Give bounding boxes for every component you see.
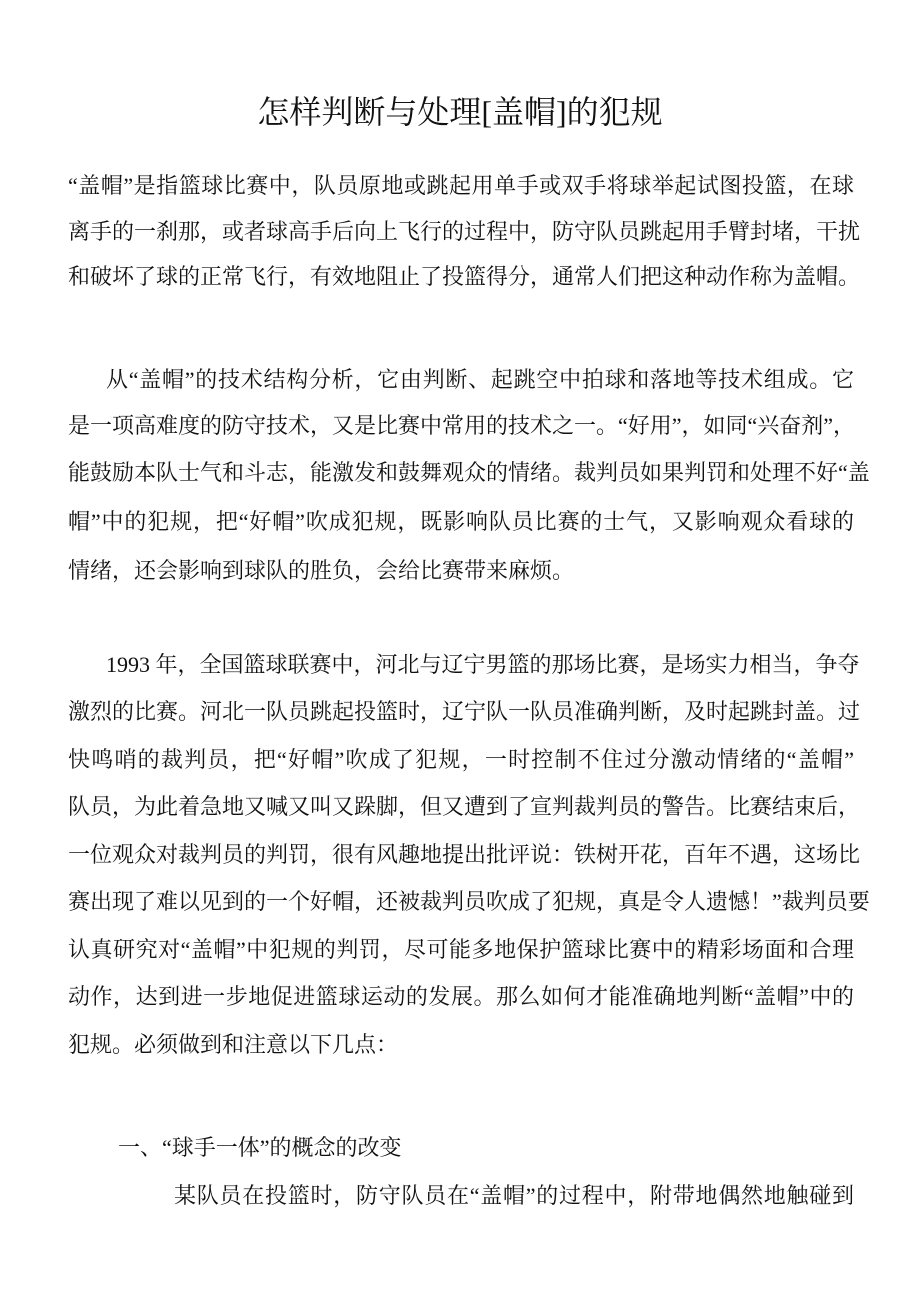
paragraph-line: 队员，为此着急地又喊又叫又跺脚，但又遭到了宣判裁判员的警告。比赛结束后，	[68, 794, 861, 819]
paragraph-line: 快鸣哨的裁判员，把“好帽”吹成了犯规，一时控制不住过分激动情绪的“盖帽”	[68, 747, 854, 772]
paragraph-line: 某队员在投篮时，防守队员在“盖帽”的过程中，附带地偶然地触碰到	[174, 1183, 854, 1208]
paragraph-line: 离手的一刹那，或者球高手后向上飞行的过程中，防守队员跳起用手臂封堵，干扰	[68, 219, 861, 244]
paragraph-line: 和破坏了球的正常飞行，有效地阻止了投篮得分，通常人们把这种动作称为盖帽。	[68, 264, 861, 289]
section-heading: 一、“球手一体”的概念的改变	[118, 1135, 402, 1160]
paragraph-line: 是一项高难度的防守技术，又是比赛中常用的技术之一。“好用”，如同“兴奋剂”，	[68, 413, 856, 438]
paragraph-line: 认真研究对“盖帽”中犯规的判罚，尽可能多地保护篮球比赛中的精彩场面和合理	[68, 937, 854, 962]
paragraph-line: 帽”中的犯规，把“好帽”吹成犯规，既影响队员比赛的士气，又影响观众看球的	[68, 509, 854, 534]
paragraph-line: 能鼓励本队士气和斗志，能激发和鼓舞观众的情绪。裁判员如果判罚和处理不好“盖	[68, 460, 870, 485]
paragraph-line: 动作，达到进一步地促进篮球运动的发展。那么如何才能准确地判断“盖帽”中的	[68, 984, 854, 1009]
paragraph-line: 从“盖帽”的技术结构分析，它由判断、起跳空中拍球和落地等技术组成。它	[106, 367, 854, 392]
paragraph-line: 一位观众对裁判员的判罚，很有风趣地提出批评说：铁树开花，百年不遇，这场比	[68, 842, 861, 867]
paragraph-line: 犯规。必须做到和注意以下几点：	[68, 1032, 399, 1057]
document-title: 怎样判断与处理[盖帽]的犯规	[257, 94, 663, 130]
paragraph-line: “盖帽”是指篮球比赛中，队员原地或跳起用单手或双手将球举起试图投篮，在球	[68, 173, 854, 198]
paragraph-line: 情绪，还会影响到球队的胜负，会给比赛带来麻烦。	[68, 558, 575, 583]
paragraph-line: 激烈的比赛。河北一队员跳起投篮时，辽宁队一队员准确判断，及时起跳封盖。过	[68, 699, 861, 724]
paragraph-line: 1993 年，全国篮球联赛中，河北与辽宁男篮的那场比赛，是场实力相当，争夺	[106, 652, 860, 677]
paragraph-line: 赛出现了难以见到的一个好帽，还被裁判员吹成了犯规，真是令人遗憾！”裁判员要	[68, 889, 870, 914]
